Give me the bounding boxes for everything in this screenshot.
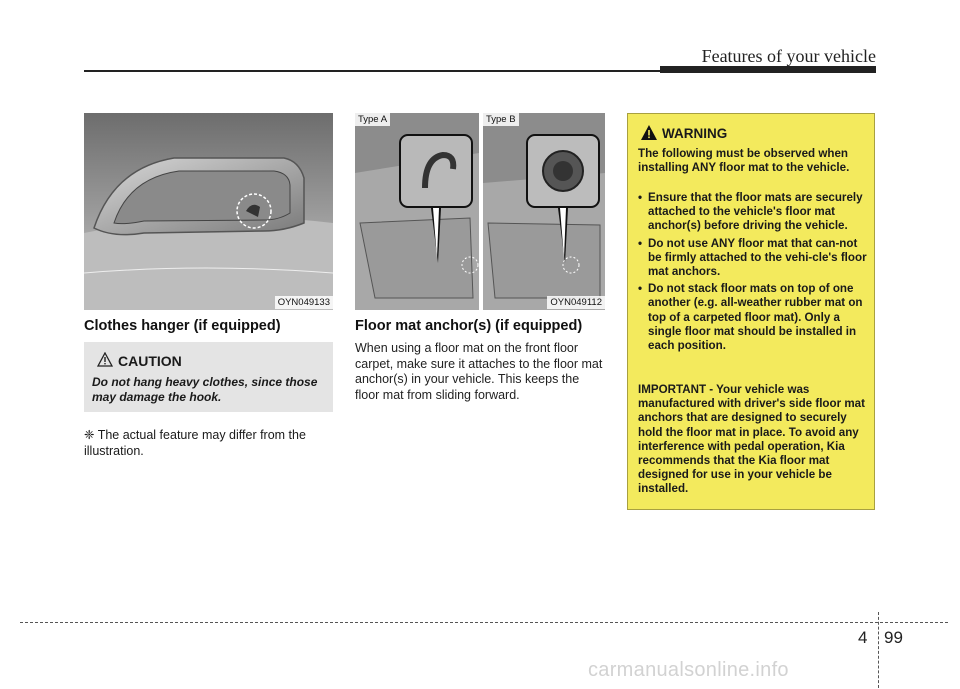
warning-box (627, 113, 875, 510)
clothes-hanger-photo (84, 113, 333, 310)
floor-mat-anchor-photo (355, 113, 605, 310)
clothes-hanger-image-code: OYN049133 (275, 296, 333, 309)
warning-item-text: Ensure that the floor mats are securely attached to the vehicle's floor mat anchor(s) before driving the vehicle. (648, 191, 863, 233)
warning-item (638, 282, 870, 353)
warning-intro: The following must be observed when installing ANY floor mat to the vehicle. (638, 147, 850, 175)
warning-item-text: Do not stack floor mats on top of one another (e.g. all-weather rubber mat on top of a carpeted floor mat). Only a single floor mat should be installed in each position. (648, 282, 863, 353)
footer-divider (878, 612, 879, 688)
header-rule (84, 70, 662, 72)
warning-item-text: Do not use ANY floor mat that can-not be firmly attached to the vehi-cle's floor mat anchors. (648, 236, 867, 279)
header-bar (660, 66, 876, 73)
warning-item (638, 237, 870, 280)
page-number: 99 (884, 628, 903, 647)
watermark: carmanualsonline.info (588, 659, 789, 681)
warning-title: WARNING (662, 126, 728, 141)
clothes-hanger-heading: Clothes hanger (if equipped) (84, 318, 281, 334)
bullet-icon: • (638, 236, 643, 250)
type-b-label: Type B (483, 113, 519, 126)
illustration-note: ❈ The actual feature may differ from the illustration. (84, 428, 306, 458)
caution-title: CAUTION (118, 353, 182, 369)
clothes-hanger-illustration (84, 113, 333, 310)
footer-rule (20, 622, 948, 623)
warning-important: IMPORTANT - Your vehicle was manufactured with driver's side floor mat anchors that are designed to securely hold the floor mat in place. To avoid any interference with pedal operation, Kia recommends that the Kia floor mat designed for use in your vehicle be installed. (638, 383, 865, 496)
warning-list (638, 191, 870, 356)
type-a-label: Type A (355, 113, 390, 126)
floor-mat-image-code: OYN049112 (547, 296, 605, 309)
section-header-title: Features of your vehicle (701, 46, 876, 66)
chapter-number: 4 (858, 628, 868, 647)
caution-triangle-icon (97, 352, 113, 367)
caution-box (84, 342, 333, 412)
warning-item (638, 191, 870, 234)
floor-mat-anchor-illustration (355, 113, 605, 310)
bullet-icon: • (638, 191, 643, 204)
warning-triangle-icon (640, 124, 658, 141)
floor-mat-anchor-heading: Floor mat anchor(s) (if equipped) (355, 318, 583, 334)
bullet-icon: • (638, 282, 643, 296)
caution-text: Do not hang heavy clothes, since those may damage the hook. (92, 375, 318, 404)
floor-mat-anchor-body: When using a floor mat on the front floor carpet, make sure it attaches to the floor mat anchor(s) in your vehicle. This keeps the floor mat from sliding forward. (355, 341, 603, 402)
